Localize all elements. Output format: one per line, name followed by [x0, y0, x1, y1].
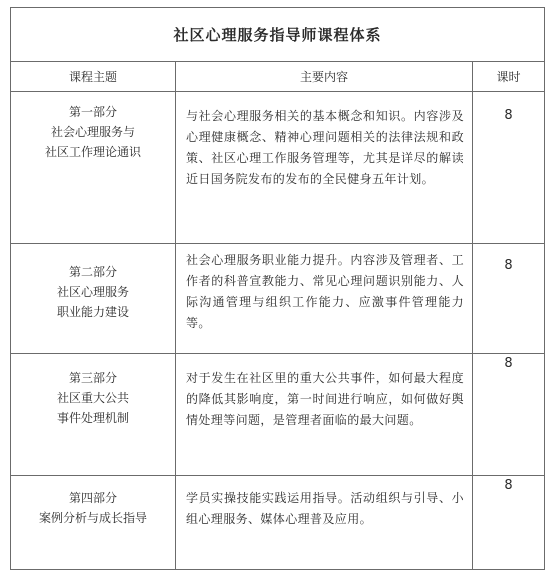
header-topic: 课程主题 [11, 62, 176, 92]
header-content: 主要内容 [176, 62, 473, 92]
table-title: 社区心理服务指导师课程体系 [11, 8, 545, 62]
topic-cell [11, 244, 176, 354]
table-row [11, 92, 545, 244]
topic-cell [11, 354, 176, 476]
header-hours: 课时 [473, 62, 545, 92]
topic-cell [11, 476, 176, 570]
content-cell: 社会心理服务职业能力提升。内容涉及管理者、工 作者的科普宣教能力、常见心理问题识别能力、人 际沟通管理与组织工作能力、应激事件管理能力等。 [176, 244, 473, 354]
topic-title-line: 社区心理服务 [56, 285, 129, 299]
topic-title-line: 案例分析与成长指导 [38, 511, 147, 525]
hours-cell: 8 [473, 92, 545, 244]
content-cell: 与社会心理服务相关的基本概念和知识。内容涉及 心理健康概念、精神心理问题相关的法律法规和政 策、社区心理工作服务管理等，尤其是详尽的解读 近日国务院发布的发布的全民健身五年计划。 [176, 92, 473, 244]
topic-part-label: 第三部分 [68, 371, 117, 385]
topic-title-line: 职业能力建设 [56, 305, 129, 319]
hours-cell: 8 [473, 244, 545, 354]
topic-cell [11, 92, 176, 244]
topic-title-line: 社区工作理论通识 [44, 145, 141, 159]
course-table [10, 7, 545, 570]
table-row [11, 354, 545, 476]
topic-part-label: 第四部分 [68, 491, 117, 505]
hours-cell: 8 [473, 354, 545, 476]
hours-cell: 8 [473, 476, 545, 570]
topic-title-line: 社会心理服务与 [50, 125, 135, 139]
topic-part-label: 第二部分 [68, 265, 117, 279]
topic-title-line: 社区重大公共 [56, 391, 129, 405]
content-cell: 学员实操技能实践运用指导。活动组织与引导、小组心理服务、媒体心理普及应用。 [176, 476, 473, 570]
topic-title-line: 事件处理机制 [56, 411, 129, 425]
table-row [11, 476, 545, 570]
content-cell: 对于发生在社区里的重大公共事件，如何最大程度 的降低其影响度，第一时间进行响应，如何做好舆 情处理等问题，是管理者面临的最大问题。 [176, 354, 473, 476]
table-row [11, 244, 545, 354]
topic-part-label: 第一部分 [68, 105, 117, 119]
